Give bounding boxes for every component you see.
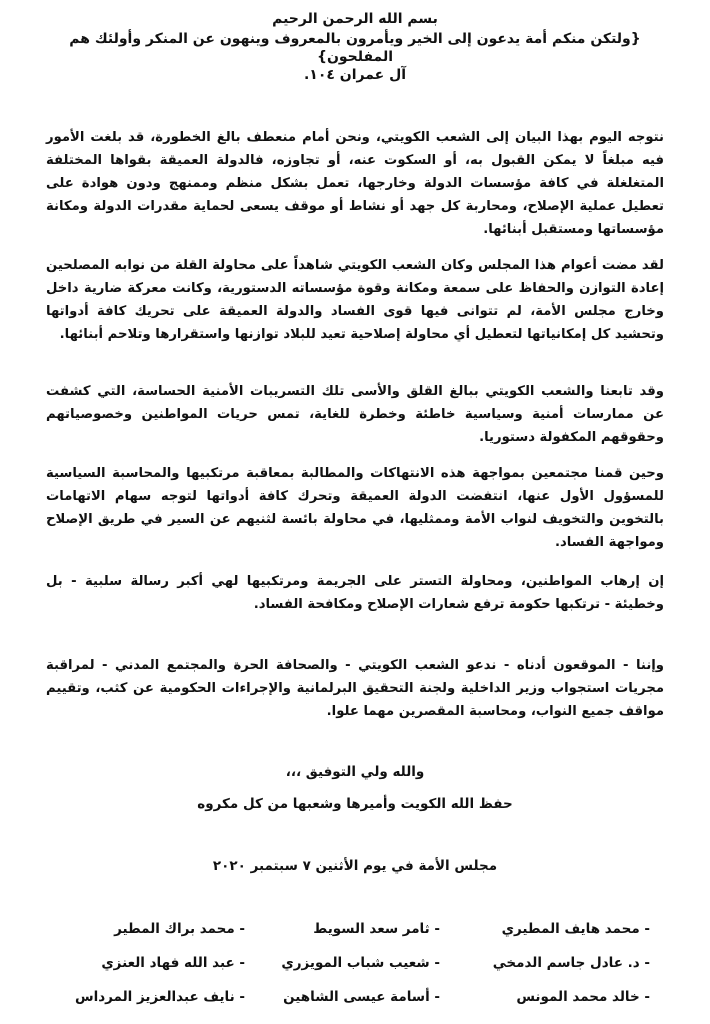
signatory: - محمد هايف المطيري — [501, 921, 650, 937]
signatories-list — [50, 918, 650, 1008]
date-line: مجلس الأمة في يوم الأثنين ٧ سبتمبر ٢٠٢٠ — [212, 858, 498, 874]
paragraph-6: وإننا - الموقعون أدناه - ندعو الشعب الكويتي - والصحافة الحرة والمجتمع المدني - لمراقبة مجريات استجواب وزير الداخلية ولجنة التحقيق البرلمانية والإجراءات الحكومية عن كثب، وتقييم مواقف جميع النواب، ومحاسبة المقصرين مهما علوا. — [46, 658, 664, 719]
signatory: - د. عادل جاسم الدمخي — [492, 955, 650, 971]
paragraph-4: وحين قمنا مجتمعين بمواجهة هذه الانتهاكات والمطالبة بمعاقبة مرتكبيها والمحاسبة السياسية للمسؤول الأول عنها، انتفضت الدولة العميقة وتحرك كافة أدواتها لتوجه سهام الاتهامات بالتخوين والتخويف لنواب الأمة وممثليها، في محاولة بائسة لثنيهم عن السير في طريق الإصلاح ومواجهة الفساد. — [46, 466, 664, 550]
closing-prayer: حفظ الله الكويت وأميرها وشعبها من كل مكروه — [197, 796, 513, 812]
basmala: بسم الله الرحمن الرحيم — [272, 11, 438, 27]
signatory: - محمد براك المطير — [114, 921, 245, 937]
verse-reference: آل عمران ١٠٤. — [303, 67, 407, 83]
signatory: - خالد محمد المونس — [516, 989, 650, 1005]
closing-line: والله ولي التوفيق ،،، — [285, 764, 425, 780]
signatory: - شعيب شباب المويزري — [281, 955, 440, 971]
signatory: - نايف عبدالعزيز المرداس — [74, 989, 245, 1005]
quran-verse: {ولتكن منكم أمة يدعون إلى الخير ويأمرون بالمعروف وينهون عن المنكر وأولئك هم المفلحون} — [69, 31, 641, 65]
signatory: - أسامة عيسى الشاهين — [283, 989, 440, 1005]
paragraph-2: لقد مضت أعوام هذا المجلس وكان الشعب الكويتي شاهداً على محاولة القلة من نوابه المصلحين إعادة التوازن والحفاظ على سمعة ومكانة وقوة مؤسساته الدستورية، وكانت معركة ضارية داخل وخارج مجلس الأمة، لم تتوانى فيها قوى الفساد والدولة العميقة على تحريك كافة أدواتها وتحشيد كل إمكانياتها لتعطيل أي محاولة إصلاحية تعيد للبلاد توازنها واستقرارها وتلاحم أبنائها. — [46, 258, 664, 342]
paragraph-1: نتوجه اليوم بهذا البيان إلى الشعب الكويتي، ونحن أمام منعطف بالغ الخطورة، قد بلغت الأمور فيه مبلغاً لا يمكن القبول به، أو السكوت عنه، أو تجاوزه، فالدولة العميقة بقواها المختلفة المتغلغلة في كافة مؤسسات الدولة وخارجها، تعمل بشكل منظم وممنهج ودون هوادة على تعطيل عملية الإصلاح، ومحاربة كل جهد أو نشاط أو موقف يسعى لحماية مقدرات الدولة ومكانة مؤسساتها ومستقبل أبنائها. — [46, 130, 664, 237]
paragraph-3: وقد تابعنا والشعب الكويتي ببالغ القلق والأسى تلك التسريبات الأمنية الحساسة، التي كشفت عن ممارسات أمنية وسياسية خاطئة وخطرة للغاية، تمس حريات المواطنين وخصوصياتهم وحقوقهم المكفولة دستوريا. — [46, 384, 664, 445]
signatory: - عبد الله فهاد العنزي — [101, 955, 245, 971]
paragraph-5: إن إرهاب المواطنين، ومحاولة التستر على الجريمة ومرتكبيها لهي أكبر رسالة سلبية - بل وخطيئة - ترتكبها حكومة ترفع شعارات الإصلاح ومكافحة الفساد. — [46, 574, 664, 612]
signatory: - ثامر سعد السويط — [313, 921, 440, 937]
